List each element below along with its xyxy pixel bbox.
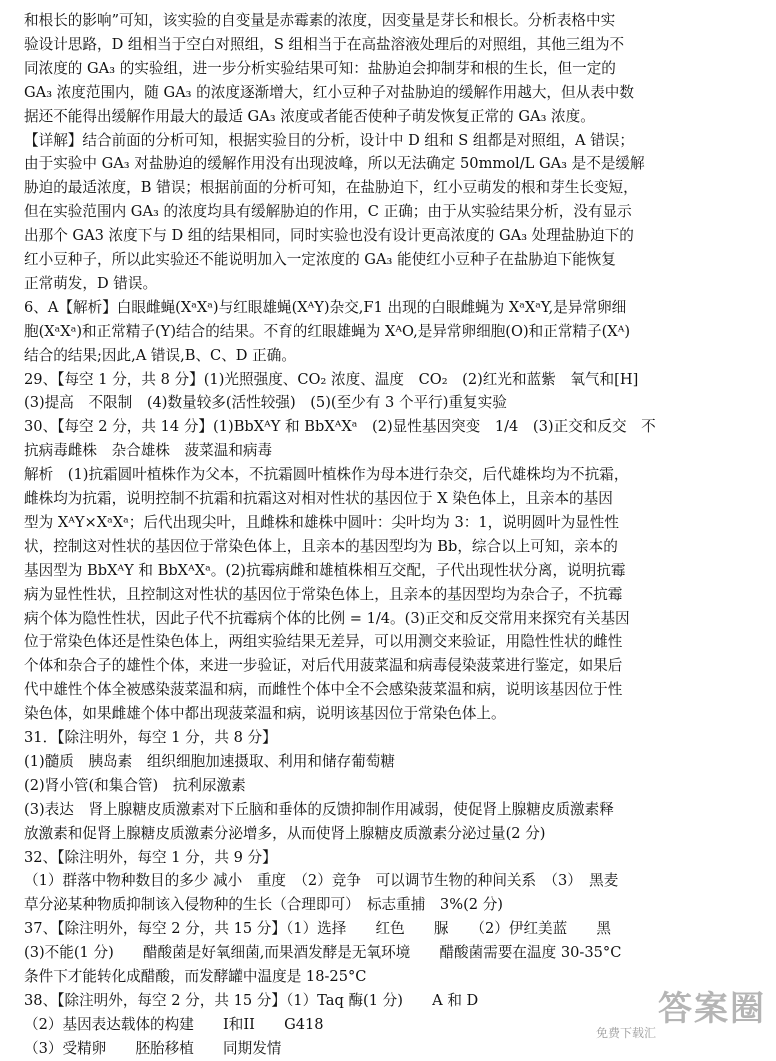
text-line: 状，控制这对性状的基因位于常染色体上，且亲本的基因型均为 Bb，综合以上可知，亲本的 <box>24 537 618 555</box>
text-line: （2）基因表达载体的构建 I和II G418 <box>24 1015 324 1033</box>
text-line: (3)不能(1 分) 醋酸菌是好氧细菌,而果酒发酵是无氧环境 醋酸菌需要在温度 30-35°C <box>24 944 622 962</box>
text-line: 染色体，如果雌雄个体中都出现菠菜温和病，说明该基因位于常染色体上。 <box>24 705 506 723</box>
text-line: 条件下才能转化成醋酸，而发酵罐中温度是 18-25°C <box>24 968 367 985</box>
text-line: 雌株均为抗霜，说明控制不抗霜和抗霜这对相对性状的基因位于 X 染色体上，且亲本的基因 <box>24 490 613 507</box>
text-line: 32、【除注明外，每空 1 分，共 9 分】 <box>24 848 277 866</box>
text-line: 30、【每空 2 分，共 14 分】(1)BbXᴬY 和 BbXᴬXᵃ (2)显性基因突变 1/4 (3)正交和反交 不 <box>24 418 656 436</box>
text-line: 位于常染色体还是性染色体上，两组实验结果无差异，可以用测交来验证，用隐性性状的雌性 <box>24 633 623 651</box>
text-line: 代中雄性个体全被感染菠菜温和病，而雌性个体中全不会感染菠菜温和病，说明该基因位于性 <box>24 681 623 699</box>
text-line: 正常萌发，D 错误。 <box>24 274 158 292</box>
text-line: 红小豆种子，所以此实验还不能说明加入一定浓度的 GA₃ 能使红小豆种子在盐胁迫下能恢复 <box>24 251 616 268</box>
text-line: 据还不能得出缓解作用最大的最适 GA₃ 浓度或者能否使种子萌发恢复正常的 GA₃ 浓度。 <box>24 107 595 125</box>
text-line: (2)肾小管(和集合管) 抗利尿激素 <box>24 776 246 794</box>
text-line: （3）受精卵 胚胎移植 同期发情 <box>24 1039 282 1057</box>
text-line: 6、A【解析】白眼雌蝇(XᵃXᵃ)与红眼雄蝇(XᴬY)杂交,F1 出现的白眼雌蝇为 XᵃXᵃY,是异常卵细 <box>24 298 627 316</box>
text-line: 草分泌某种物质抑制该入侵物种的生长（合理即可） 标志重捕 3%(2 分) <box>24 896 503 914</box>
text-line: 结合的结果;因此,A 错误,B、C、D 正确。 <box>24 346 296 364</box>
watermark-stamp: 答案圈 <box>658 989 766 1029</box>
text-line: 出那个 GA3 浓度下与 D 组的结果相同，同时实验也没有设计更高浓度的 GA₃ 处理盐胁迫下的 <box>24 227 634 245</box>
document-page <box>24 8 760 1057</box>
text-line: 31．【除注明外，每空 1 分，共 8 分】 <box>24 729 277 746</box>
text-line: 解析 (1)抗霜圆叶植株作为父本，不抗霜圆叶植株作为母本进行杂交，后代雄株均为不抗霜， <box>24 466 629 484</box>
text-line: 基因型为 BbXᴬY 和 BbXᴬXᵃ。(2)抗霉病雌和雄植株相互交配，子代出现性状分离，说明抗霉 <box>24 561 626 579</box>
watermark-logo <box>596 981 766 1041</box>
text-line: 和根长的影响”可知，该实验的自变量是赤霉素的浓度，因变量是芽长和根长。分析表格中实 <box>24 12 616 29</box>
text-line: 验设计思路，D 组相当于空白对照组，S 组相当于在高盐溶液处理后的对照组，其他三组为不 <box>24 35 625 53</box>
text-line: (1)髓质 胰岛素 组织细胞加速摄取、利用和储存葡萄糖 <box>24 752 395 770</box>
text-line: 同浓度的 GA₃ 的实验组，进一步分析实验结果可知：盐胁迫会抑制芽和根的生长，但一定的 <box>24 59 616 77</box>
text-line: 38、【除注明外，每空 2 分，共 15 分】（1）Taq 酶(1 分) A 和 D <box>24 991 479 1009</box>
text-line: 37、【除注明外，每空 2 分，共 15 分】（1）选择 红色 脲 （2）伊红美蓝 黑 <box>24 920 612 938</box>
text-line: 29、【每空 1 分，共 8 分】(1)光照强度、CO₂ 浓度、温度 CO₂ (2)红光和蓝紫 氧气和[H] <box>24 370 639 388</box>
text-line: 但在实验范围内 GA₃ 的浓度均具有缓解胁迫的作用，C 正确；由于从实验结果分析，没有显示 <box>24 203 632 221</box>
text-line: (3)表达 肾上腺糖皮质激素对下丘脑和垂体的反馈抑制作用减弱，使促肾上腺糖皮质激素释 <box>24 800 614 818</box>
text-line: 由于实验中 GA₃ 对盐胁迫的缓解作用没有出现波峰，所以无法确定 50mmol/L GA₃ 是不是缓解 <box>24 155 645 173</box>
text-line: GA₃ 浓度范围内，随 GA₃ 的浓度逐渐增大，红小豆种子对盐胁迫的缓解作用越大，但从表中数 <box>24 83 634 101</box>
text-line: 型为 XᴬY×XᵃXᵃ；后代出现尖叶，且雌株和雄株中圆叶：尖叶均为 3：1，说明圆叶为显性性 <box>24 513 619 531</box>
text-line: (3)提高 不限制 (4)数量较多(活性较强) (5)(至少有 3 个平行)重复实验 <box>24 394 507 412</box>
text-line: 个体和杂合子的雄性个体，来进一步验证，对后代用菠菜温和病毒侵染菠菜进行鉴定，如果后 <box>24 657 623 675</box>
text-line: 放激素和促肾上腺糖皮质激素分泌增多，从而使肾上腺糖皮质激素分泌过量(2 分) <box>24 824 546 842</box>
watermark-subtext: 免费下载汇 <box>596 1026 657 1040</box>
text-line: 胁迫的最适浓度，B 错误；根据前面的分析可知，在盐胁迫下，红小豆萌发的根和芽生长变短， <box>24 179 638 197</box>
text-line: 病个体为隐性性状，因此子代不抗霉病个体的比例 = 1/4。(3)正交和反交常用来探究有关基因 <box>24 609 630 627</box>
text-line: 【详解】结合前面的分析可知，根据实验目的分析，设计中 D 组和 S 组都是对照组，A 错误； <box>24 131 634 149</box>
text-line: （1）群落中物种数目的多少 减小 重度 （2）竞争 可以调节生物的种间关系 （3） 黑麦 <box>24 872 619 890</box>
text-line: 胞(XᵃXᵃ)和正常精子(Y)结合的结果。不育的红眼雄蝇为 XᴬO,是异常卵细胞(O)和正常精子(Xᴬ) <box>24 322 631 340</box>
text-line: 病为显性性状，且控制这对性状的基因位于常染色体上，且亲本的基因型均为杂合子，不抗霉 <box>24 585 623 603</box>
text-line: 抗病毒雌株 杂合雄株 菠菜温和病毒 <box>24 442 273 460</box>
